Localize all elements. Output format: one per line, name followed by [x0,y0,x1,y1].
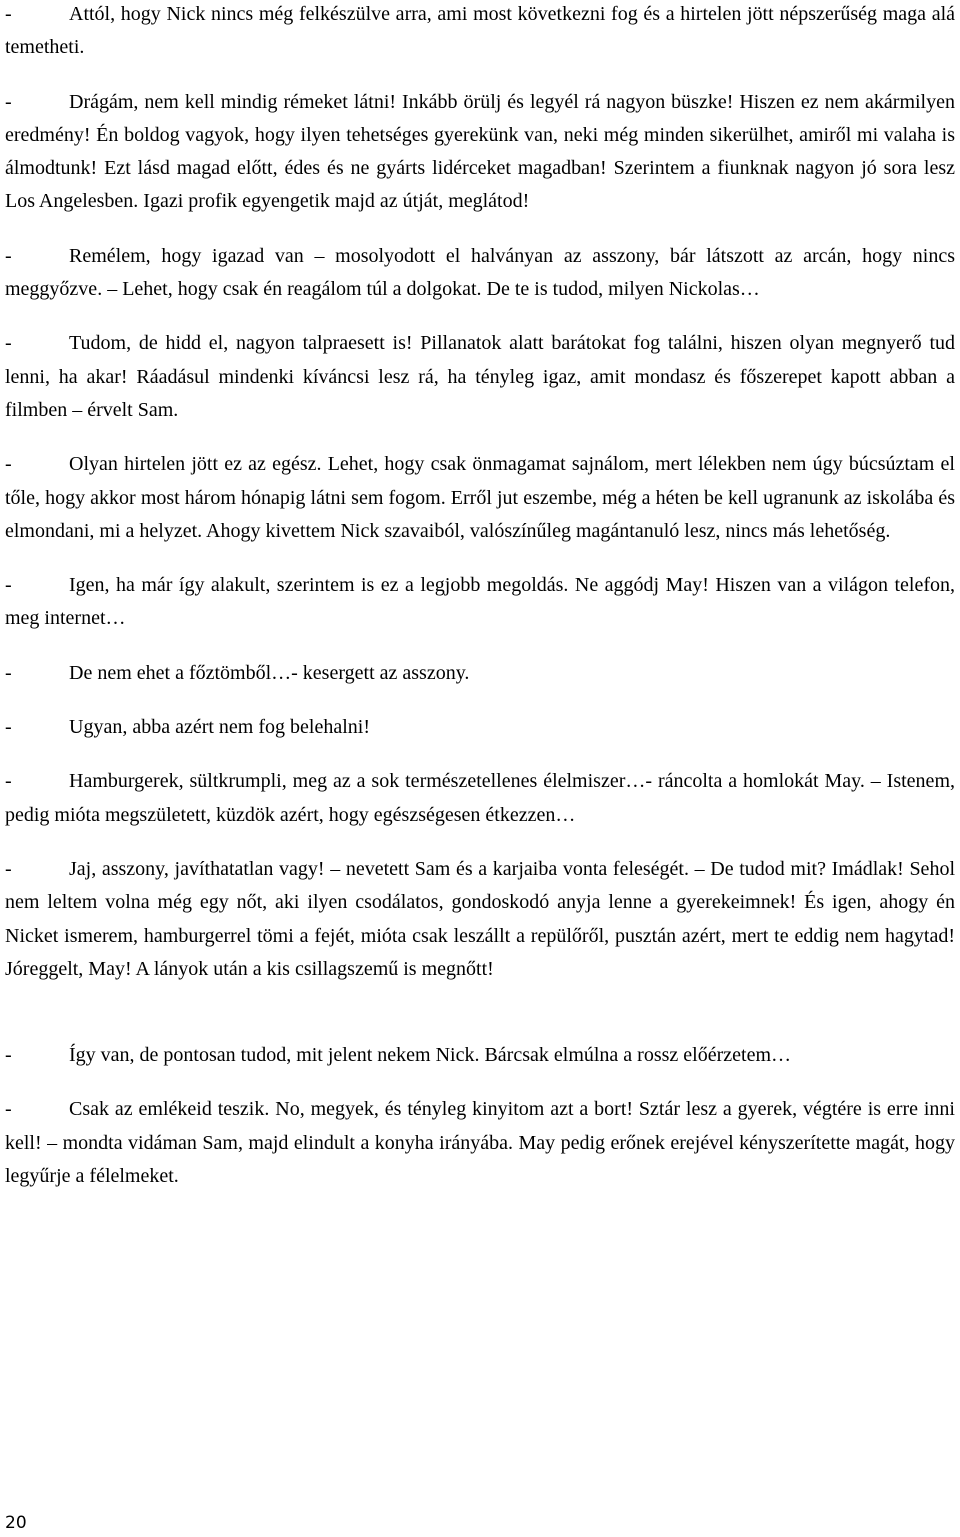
paragraph-11 [5,1039,955,1072]
dialogue-dash: - [5,332,12,355]
paragraph-5 [5,448,955,548]
paragraph-text: Olyan hirtelen jött ez az egész. Lehet, hogy csak önmagamat sajnálom, mert lélekben nem úgy búcsúztam el tőle, hogy akkor most három hónapig látni sem fogom. Erről jut eszembe, még a héten be kell ugranunk az iskolába és elmondani, mi a helyzet. Ahogy kivettem Nick szavaiból, valószínűleg magántanuló lesz, nincs más lehetőség. [5,453,955,542]
paragraph-text: Tudom, de hidd el, nagyon talpraesett is! Pillanatok alatt barátokat fog találni, hiszen olyan megnyerő tud lenni, ha akar! Ráadásul mindenki kíváncsi lesz rá, ha tényleg igaz, amit mondasz és főszerepet kapott abban a filmben – érvelt Sam. [5,332,955,421]
dialogue-dash: - [5,1098,12,1121]
paragraph-text: Jaj, asszony, javíthatatlan vagy! – nevetett Sam és a karjaiba vonta feleségét. – De tudod mit? Imádlak! Sehol nem leltem volna még egy nőt, aki ilyen csodálatos, gondoskodó anyja lenne a gyerekeimnek! És igen, ahogy én Nicket ismerem, hamburgerrel tömi a fejét, mióta csak leszállt a repülőről, pusztán azért, mert te eddig nem hagytad! Jóreggelt, May! A lányok után a kis csillagszemű is megnőtt! [5,857,955,980]
dialogue-dash: - [5,770,12,793]
paragraph-text: Remélem, hogy igazad van – mosolyodott el halványan az asszony, bár látszott az arcán, hogy nincs meggyőzve. – Lehet, hogy csak én reagálom túl a dolgokat. De te is tudod, milyen Nickolas… [5,244,955,301]
paragraph-text: Hamburgerek, sültkrumpli, meg az a sok természetellenes élelmiszer…- ráncolta a homlokát May. – Istenem, pedig mióta megszületett, küzdök azért, hogy egészségesen étkezzen… [5,770,955,826]
paragraph-9 [5,765,955,832]
paragraph-7 [5,657,955,690]
paragraph-6 [5,569,955,636]
dialogue-dash: - [5,244,12,267]
paragraph-10 [5,853,955,986]
dialogue-dash: - [5,90,12,113]
dialogue-dash: - [5,3,12,25]
dialogue-dash: - [5,716,12,739]
paragraph-2 [5,86,955,219]
paragraph-text: Ugyan, abba azért nem fog belehalni! [69,716,370,739]
paragraph-12 [5,1093,955,1193]
paragraph-3 [5,240,955,307]
paragraph-4 [5,327,955,427]
paragraph-text: Csak az emlékeid teszik. No, megyek, és tényleg kinyitom azt a bort! Sztár lesz a gyerek, végtére is erre inni kell! – mondta vidáman Sam, majd elindult a konyha irányába. May pedig erőnek erejével kényszerítette magát, hogy legyűrje a félelmeket. [5,1098,955,1188]
dialogue-dash: - [5,857,12,880]
paragraph-text: Igen, ha már így alakult, szerintem is ez a legjobb megoldás. Ne aggódj May! Hiszen van a világon telefon, meg internet… [5,574,955,630]
paragraph-text: De nem ehet a főztömből…- kesergett az asszony. [69,661,470,684]
paragraph-text: Így van, de pontosan tudod, mit jelent nekem Nick. Bárcsak elmúlna a rossz előérzetem… [69,1044,792,1067]
paragraph-8 [5,711,955,744]
paragraph-text: Attól, hogy Nick nincs még felkészülve arra, ami most következni fog és a hirtelen jött népszerűség maga alá temetheti. [5,3,955,59]
dialogue-dash: - [5,1044,12,1067]
paragraph-1 [5,0,955,65]
paragraph-text: Drágám, nem kell mindig rémeket látni! Inkább örülj és legyél rá nagyon büszke! Hiszen ez nem akármilyen eredmény! Én boldog vagyok, hogy ilyen tehetséges gyerekünk van, neki még minden sikerülhet, amiről mi valaha is álmodtunk! Ezt lásd magad előtt, édes és ne gyárts lidérceket magadban! Szerintem a fiunknak nagyon jó sora lesz Los Angelesben. Igazi profik egyengetik majd az útját, meglátod! [5,90,955,213]
dialogue-dash: - [5,574,12,597]
dialogue-dash: - [5,453,12,476]
document-body [5,0,955,1214]
page-number: 20 [5,1513,27,1533]
dialogue-dash: - [5,661,12,684]
paragraph-gap [5,1007,955,1039]
